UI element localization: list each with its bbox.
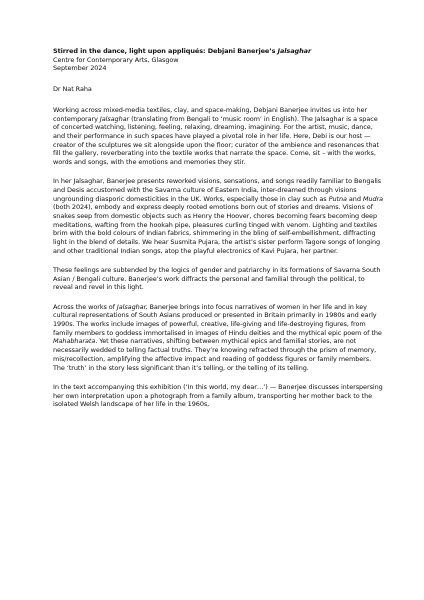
italic-text: Putna — [328, 194, 347, 203]
venue: Centre for Contemporary Arts, Glasgow — [53, 55, 179, 64]
document-title — [53, 47, 383, 56]
paragraph-text: In her Jalsaghar, Banerjee presents reworked visions, sensations, and songs readily familiar to Bengalis and Desis accustomed with the Savarna culture of Eastern India, inter-dreamed through visions ungrounding diasporic domesticities in the UK. Works, especially those in clay such as — [53, 177, 382, 203]
document-page — [53, 47, 383, 419]
body-paragraph — [53, 266, 383, 292]
body-text — [53, 106, 383, 409]
title-italic: Jalsaghar — [277, 47, 312, 55]
author-name: Dr Nat Raha — [53, 85, 92, 94]
paragraph-text: Working across mixed-media textiles, clay, and space-making, Debjani Banerjee invites us into her contemporary — [53, 105, 368, 123]
body-paragraph — [53, 106, 383, 167]
body-paragraph — [53, 177, 383, 255]
paragraph-text: (translating from Bengali to ‘music room’ in English). The Jalsaghar is a space of concerted watching, listening, feeling, relaxing, dreaming, imagining. For the artist, music, dance, and their performance in such spaces have played a pivotal role in her life. Here, Debi is our host — creator of the sculptures we sit alongside upon the floor; curator of the ambience and resonances that fill the gallery, reverberating into the textile works that narrate the space. Come, sit – with the works, words and songs, with the emotions and memories they stir. — [53, 114, 379, 167]
italic-text: Mahabharata — [53, 337, 96, 346]
paragraph-text: Banerjee brings into focus narratives of women in her life and in key cultural representations of South Asians produced or presented in Britain primarily in 1980s and early 1990s. The works include images of powerful, creative, life-giving and life-destroying figures, from family members to goddess immortalised in images of Hindu deities and the mythical epic poem of the — [53, 302, 382, 337]
document-header — [53, 47, 383, 73]
paragraph-text: In the text accompanying this exhibition (‘In this world, my dear…’) — Banerjee discusses interspersing her own interpretation upon a photograph from a family album, transporting her mother back to the isolated Welsh landscape of her life in the 1960s, — [53, 382, 383, 409]
paragraph-text: . Yet these narratives, shifting between mythical epics and familial stories, are not necessarily wedded to telling factual truths. They’re knowing refracted through the prism of memory, mis/recollection, amplifying the affective impact and reading of goddess figures or family members. The ‘truth’ in the story less significant than it’s telling, or the telling of its telling. — [53, 337, 377, 372]
italic-text: Mudra — [362, 194, 383, 203]
paragraph-text: and — [346, 194, 363, 203]
paragraph-text: Across the works of — [53, 302, 117, 311]
title-main: Stirred in the dance, light upon appliqués: Debjani Banerjee’s — [53, 47, 278, 55]
body-paragraph — [53, 303, 383, 373]
italic-text: Jalsaghar — [99, 114, 130, 123]
body-paragraph — [53, 383, 383, 409]
italic-text: Jalsaghar, — [116, 302, 148, 311]
paragraph-text: These feelings are subtended by the logics of gender and patriarchy in its formations of Savarna South Asian / Bengali culture. Banerjee’s work diffracts the personal and familial through the political, to reveal and revel in this light. — [53, 266, 381, 292]
paragraph-text: (both 2024), embody and express deeply rooted emotions born out of stories and dreams. Visions of snakes seep from domestic objects such as Henry the Hoover, chores becoming fears becoming deep meditations, wafting from the hookah pipe, pleasures curling tinged with venom. Lighting and textiles brim with the bold colours of Indian fabrics, shimmering in the bling of self-embellishment, diffracting light in the blend of details. We hear Susmita Pujara, the artist’s sister perform Tagore songs of longing and other traditional Indian songs, atop the playful electronics of Kavi Pujara, her partner. — [53, 203, 381, 255]
date: September 2024 — [53, 64, 107, 73]
